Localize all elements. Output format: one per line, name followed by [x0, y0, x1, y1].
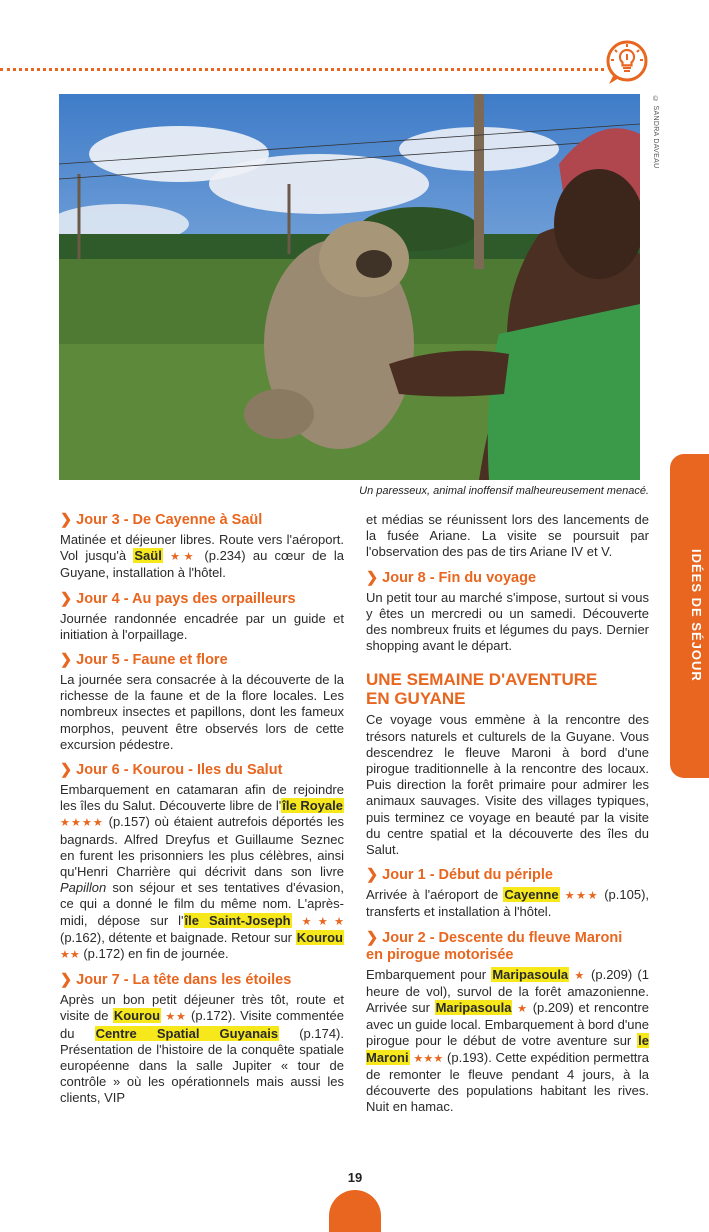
chevron-right-icon: ❯ [366, 569, 379, 586]
side-tab-label: IDÉES DE SÉJOUR [689, 549, 704, 682]
chevron-right-icon: ❯ [60, 590, 73, 607]
place-highlight: Cayenne [504, 887, 559, 903]
star-rating: ★ [574, 969, 586, 982]
star-rating: ★★★ [301, 915, 344, 928]
place-highlight: Centre Spatial Guyanais [95, 1025, 279, 1041]
side-section-tab[interactable] [670, 454, 709, 778]
day-1-heading: ❯ Jour 1 - Début du périple [366, 867, 553, 884]
photo-credit: © SANDRA DAVEAU [652, 96, 659, 169]
day-6-heading: ❯ Jour 6 - Kourou - Iles du Salut [60, 762, 283, 779]
place-highlight: le Maroni [366, 1033, 649, 1065]
section-title: UNE SEMAINE D'AVENTURE EN GUYANE [366, 670, 598, 709]
day-2-text: Embarquement pour Maripasoula ★ (p.209) (1 heure de vol), survol de la forêt amazonienne. Arrivée sur Maripasoula ★ (p.209) et rencontre avec un guide local. Embarquement à bord d'une pirogue pour le début de votre aventure sur le Maroni ★★★ (p.193). Cette expédition permettra de remonter le fleuve pendant 4 jours, à la découverte des populations habitant les rives. Nuit en hamac. [366, 966, 649, 1115]
place-highlight: Maripasoula [492, 966, 569, 982]
day-8-heading: ❯ Jour 8 - Fin du voyage [366, 569, 537, 586]
star-rating: ★★★★ [60, 817, 104, 830]
sloth-photo [59, 94, 640, 480]
place-highlight: Saül [134, 548, 162, 564]
star-rating: ★ [517, 1003, 529, 1016]
day-7-text: Après un bon petit déjeuner très tôt, route et visite de Kourou ★★ (p.172). Visite commentée du Centre Spatial Guyanais (p.174). Présentation de l'histoire de la conquête spatiale européenne dans la salle Jupiter « tour de contrôle » où les opérationnels mais aussi les clients, VIP [60, 992, 344, 1106]
star-rating: ★★ [60, 949, 80, 962]
day-3-text: Matinée et déjeuner libres. Route vers l'aéroport. Vol jusqu'à Saül ★★ (p.234) au cœur de la Guyane, installation à l'hôtel. [60, 532, 344, 581]
star-rating: ★★★ [413, 1052, 444, 1065]
star-rating: ★★ [165, 1011, 187, 1024]
chevron-right-icon: ❯ [366, 929, 379, 946]
day-3-heading: ❯ Jour 3 - De Cayenne à Saül [60, 512, 263, 528]
right-column [366, 512, 649, 1115]
section-intro: Ce voyage vous emmène à la rencontre des trésors naturels et culturels de la Guyane. Vous descendrez le fleuve Maroni à bord d'une pirogue traditionnelle à la rencontre des locaux. Puis direction la forêt primaire pour admirer les animaux sauvages. Visite des villages typiques, puis terminez ce voyage en beauté par la visite du centre spatial et la découverte des îles du Salut. [366, 712, 649, 858]
star-rating: ★★★ [564, 890, 600, 903]
chevron-right-icon: ❯ [366, 867, 379, 884]
day-2-heading: ❯ Jour 2 - Descente du fleuve Maroni en pirogue motorisée [366, 929, 623, 963]
day-6-text: Embarquement en catamaran afin de rejoindre les îles du Salut. Découverte libre de l'île Royale ★★★★ (p.157) où étaient autrefois déportés les bagnards. Alfred Dreyfus et Guillaume Seznec en furent les prisonniers les plus célèbres, ainsi qu'Henri Charrière qui décrivit dans son livre Papillon son séjour et ses tentatives d'évasion, ce qui a donné le film du même nom. L'après-midi, dépose sur l'île Saint-Joseph ★★★ (p.162), détente et baignade. Retour sur Kourou ★★ (p.172) en fin de journée. [60, 782, 344, 962]
day-4-heading: ❯ Jour 4 - Au pays des orpailleurs [60, 590, 296, 607]
lightbulb-idea-icon [603, 38, 651, 86]
left-column [60, 512, 344, 1107]
chevron-right-icon: ❯ [60, 762, 73, 779]
place-highlight: île Saint-Joseph [184, 912, 291, 928]
chevron-right-icon: ❯ [60, 652, 73, 669]
day-4-text: Journée randonnée encadrée par un guide et initiation à l'orpaillage. [60, 610, 344, 642]
place-highlight: Kourou [113, 1008, 161, 1024]
photo-caption: Un paresseux, animal inoffensif malheureusement menacé. [359, 485, 649, 497]
day-7-heading: ❯ Jour 7 - La tête dans les étoiles [60, 972, 292, 989]
day-5-text: La journée sera consacrée à la découverte de la richesse de la faune et de la flore locales. Les nombreux insectes et papillons, dont les fameux morphos, peuvent être observés lors de cette excursion pédestre. [60, 672, 344, 752]
page-footer-tab [329, 1190, 381, 1232]
place-highlight: Maripasoula [435, 1000, 512, 1016]
chevron-right-icon: ❯ [60, 512, 73, 528]
place-highlight: Kourou [296, 929, 343, 945]
page-number: 19 [347, 1170, 363, 1185]
star-rating: ★★ [170, 551, 198, 564]
day-1-text: Arrivée à l'aéroport de Cayenne ★★★ (p.105), transferts et installation à l'hôtel. [366, 887, 650, 920]
day-7-continued-text: et médias se réunissent lors des lancements de la fusée Ariane. La visite se poursuit par l'observation des pas de tirs Ariane IV et V. [366, 512, 649, 560]
day-5-heading: ❯ Jour 5 - Faune et flore [60, 652, 228, 669]
day-8-text: Un petit tour au marché s'impose, surtout si vous y êtes un mercredi ou un samedi. Découverte des nombreux fruits et légumes du pays. Dernier shopping avant le départ. [366, 589, 649, 654]
header-dotted-line [0, 68, 604, 71]
place-highlight: île Royale [282, 798, 343, 814]
chevron-right-icon: ❯ [60, 972, 73, 989]
